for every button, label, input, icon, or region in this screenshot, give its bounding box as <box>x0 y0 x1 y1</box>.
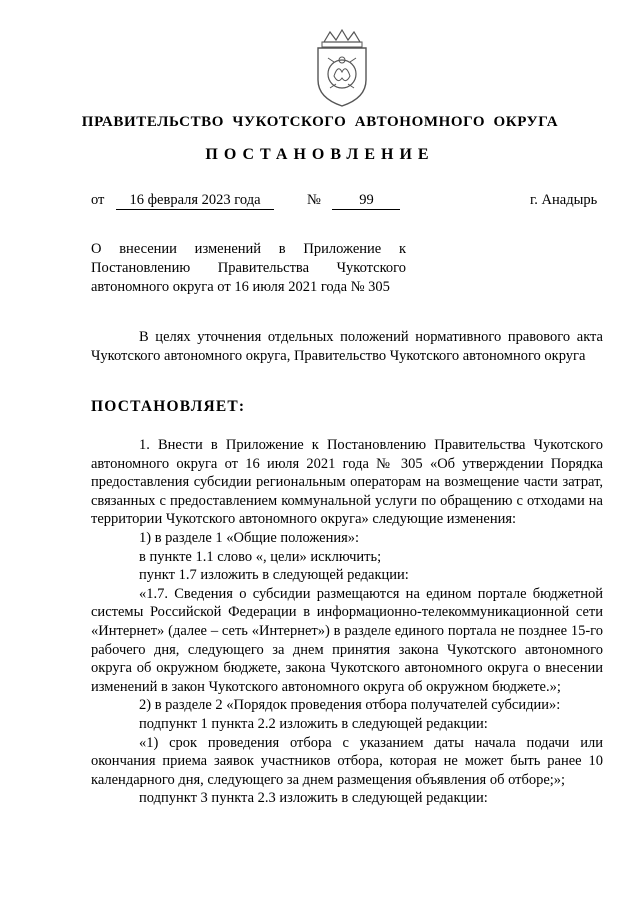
body-paragraph: подпункт 1 пункта 2.2 изложить в следующей редакции: <box>139 715 488 732</box>
body-paragraph: 1) в разделе 1 «Общие положения»: <box>139 529 360 546</box>
preamble <box>91 328 603 365</box>
coat-of-arms-icon <box>310 28 374 108</box>
document-body <box>91 436 603 808</box>
subject-line: автономного округа от 16 июля 2021 года № 305 <box>91 279 390 295</box>
body-paragraph: 1. Внести в Приложение к Постановлению Правительства Чукотского автономного округа от 16 июля 2021 года № 305 «Об утверждении Порядка предоставления субсидии региональным операторам на возмещение части затрат, связанных с предоставлением коммунальной услуги по обращению с отходами на территории Чукотского автономного округа» следующие изменения: <box>91 437 603 528</box>
subject-line: Постановлению Правительства Чукотского <box>91 260 406 276</box>
date-prefix: от <box>91 192 105 208</box>
government-title: ПРАВИТЕЛЬСТВО ЧУКОТСКОГО АВТОНОМНОГО ОКРУГА <box>81 114 559 130</box>
document-number: 99 <box>332 192 400 210</box>
document-date: 16 февраля 2023 года <box>116 192 274 210</box>
body-paragraph: 2) в разделе 2 «Порядок проведения отбора получателей субсидии»: <box>139 697 561 714</box>
number-prefix: № <box>307 192 321 208</box>
body-paragraph: подпункт 3 пункта 2.3 изложить в следующей редакции: <box>139 790 488 807</box>
body-paragraph: в пункте 1.1 слово «, цели» исключить; <box>139 548 382 565</box>
body-paragraph: пункт 1.7 изложить в следующей редакции: <box>139 567 409 584</box>
body-paragraph: «1) срок проведения отбора с указанием даты начала подачи или окончания приема заявок участников отбора, которая не может быть ранее 10 календарного дня, следующего за днем размещения объявления об отборе;»; <box>91 734 603 788</box>
subject-line: О внесении изменений в Приложение к <box>91 241 406 257</box>
number-field <box>307 192 400 210</box>
document-subject <box>91 240 406 297</box>
preamble-text: В целях уточнения отдельных положений нормативного правового акта Чукотского автономного округа, Правительство Чукотского автономного округа <box>91 329 603 364</box>
decree-word: ПОСТАНОВЛЯЕТ: <box>91 398 246 415</box>
document-city: г. Анадырь <box>530 192 598 208</box>
date-field <box>91 192 274 210</box>
document-type-title: ПОСТАНОВЛЕНИЕ <box>205 146 435 163</box>
body-paragraph: «1.7. Сведения о субсидии размещаются на едином портале бюджетной системы Российской Федерации в информационно-телекоммуникационной сети «Интернет» (далее – сеть «Интернет») в разделе единого портала не позднее 15-го рабочего дня, следующего за днем принятия закона Чукотского автономного округа об окружном бюджете, закона Чукотского автономного округа о внесении изменений в закон Чукотского автономного округа об окружном бюджете.»; <box>91 585 603 695</box>
